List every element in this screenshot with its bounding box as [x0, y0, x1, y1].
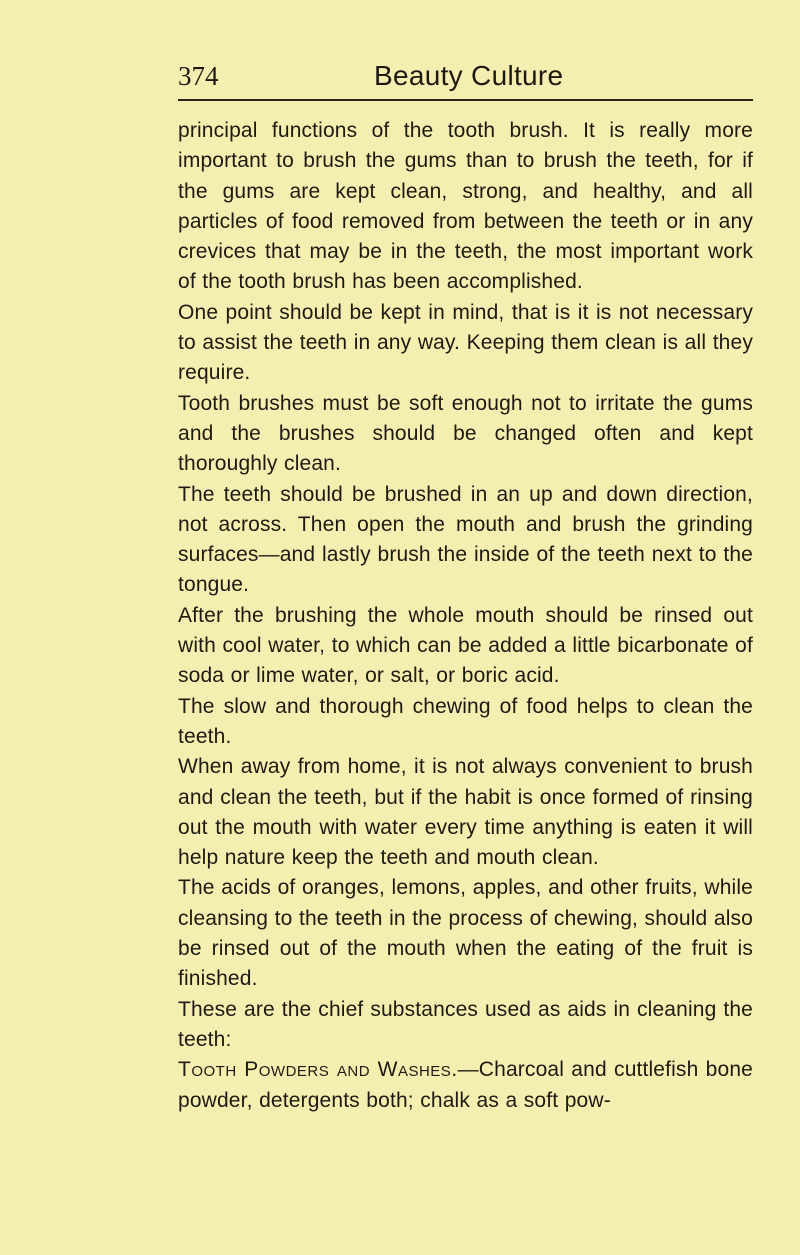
paragraph: After the brushing the whole mouth should be rinsed out with cool water, to which can be added a little bicarbonate of soda or lime water, or salt, or boric acid. [178, 603, 753, 688]
paragraph: Tooth brushes must be soft enough not to irritate the gums and the brushes should be changed often and kept thoroughly clean. [178, 391, 753, 476]
section-run-in-heading: Tooth Powders and Washes. [178, 1058, 458, 1082]
paragraph: One point should be kept in mind, that is it is not necessary to assist the teeth in any way. Keeping them clean is all they require. [178, 300, 753, 385]
running-head [178, 58, 753, 98]
header-rule [178, 99, 753, 101]
paragraph-tooth-powders [178, 1055, 753, 1116]
paragraph: The teeth should be brushed in an up and down direction, not across. Then open the mouth and brush the grinding surfaces—and lastly brush the inside of the teeth next to the tongue. [178, 482, 753, 597]
paragraph: principal functions of the tooth brush. It is really more important to brush the gums than to brush the teeth, for if the gums are kept clean, strong, and healthy, and all particles of food removed from between the teeth or in any crevices that may be in the teeth, the most important work of the tooth brush has been accomplished. [178, 119, 753, 294]
body-text [178, 116, 753, 1116]
paragraph: These are the chief substances used as aids in cleaning the teeth: [178, 997, 753, 1051]
paragraph: When away from home, it is not always convenient to brush and clean the teeth, but if the habit is once formed of rinsing out the mouth with water every time anything is eaten it will help nature keep the teeth and mouth clean. [178, 755, 753, 870]
paragraph-text: —Charcoal and cuttlefish bone powder, detergents both; chalk as a soft pow- [178, 1058, 753, 1112]
page-number: 374 [178, 61, 219, 91]
paragraph: The slow and thorough chewing of food helps to clean the teeth. [178, 694, 753, 748]
running-title: Beauty Culture [374, 60, 564, 91]
paragraph: The acids of oranges, lemons, apples, and other fruits, while cleansing to the teeth in the process of chewing, should also be rinsed out of the mouth when the eating of the fruit is finished. [178, 876, 753, 991]
